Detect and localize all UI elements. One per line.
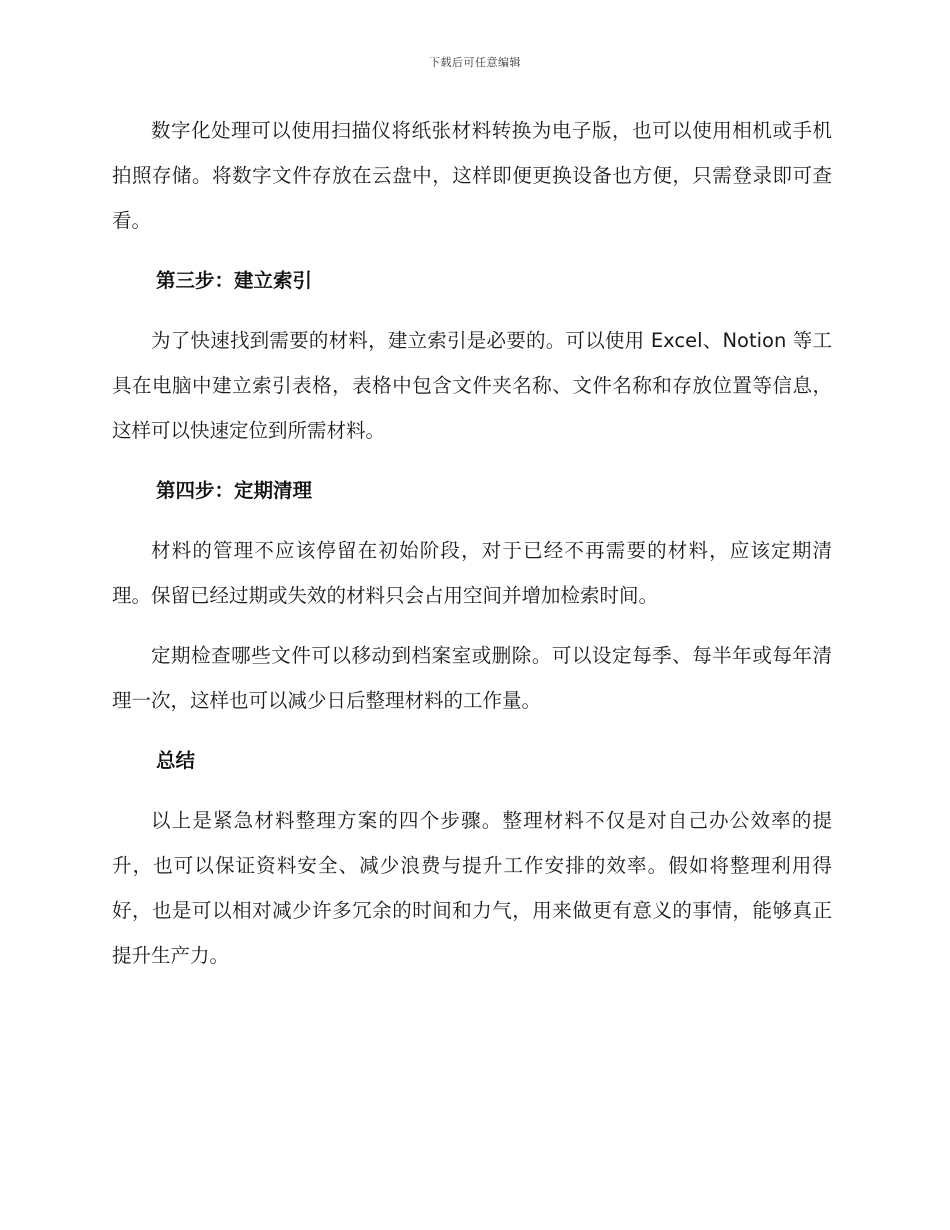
heading-summary: 总结 (156, 749, 196, 772)
paragraph-cleanup: 材料的管理不应该停留在初始阶段，对于已经不再需要的材料，应该定期清理。保留已经过期或失效的材料只会占用空间并增加检索时间。 (112, 539, 832, 607)
document-body (112, 108, 832, 993)
paragraph-indexing: 为了快速找到需要的材料，建立索引是必要的。可以使用 Excel、Notion 等工具在电脑中建立索引表格，表格中包含文件夹名称、文件名称和存放位置等信息，这样可以快速定位到所需材料。 (112, 329, 832, 442)
paragraph-digitization: 数字化处理可以使用扫描仪将纸张材料转换为电子版，也可以使用相机或手机拍照存储。将数字文件存放在云盘中，这样即便更换设备也方便，只需登录即可查看。 (112, 119, 832, 232)
page-header: 下载后可任意编辑 (429, 56, 521, 69)
heading-step-four: 第四步：定期清理 (156, 479, 313, 502)
paragraph-periodic-check: 定期检查哪些文件可以移动到档案室或删除。可以设定每季、每半年或每年清理一次，这样也可以减少日后整理材料的工作量。 (112, 644, 832, 712)
heading-step-three: 第三步：建立索引 (156, 269, 313, 292)
paragraph-summary: 以上是紧急材料整理方案的四个步骤。整理材料不仅是对自己办公效率的提升，也可以保证资料安全、减少浪费与提升工作安排的效率。假如将整理利用得好，也是可以相对减少许多冗余的时间和力气，用来做更有意义的事情，能够真正提升生产力。 (112, 809, 832, 967)
